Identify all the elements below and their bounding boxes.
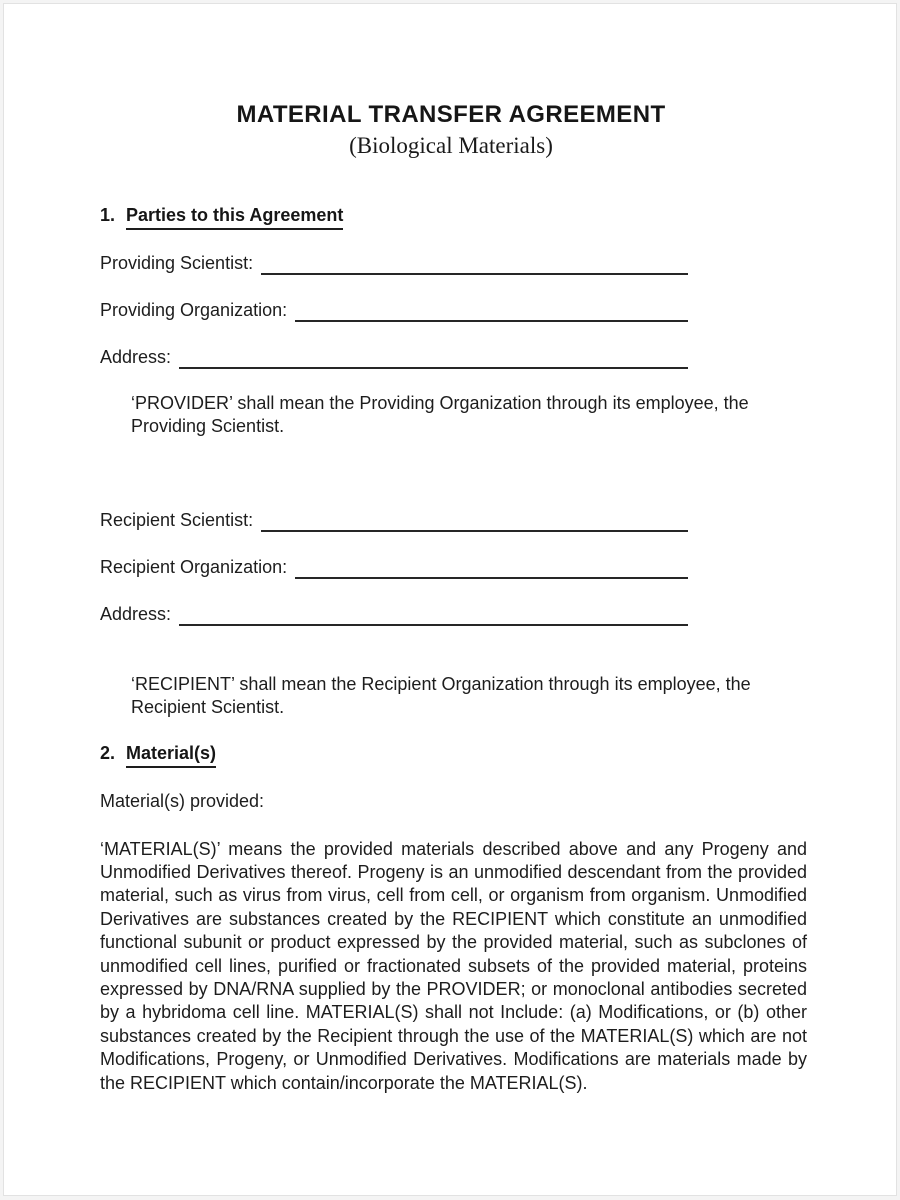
section-materials-title: Material(s) [126,743,216,768]
section-parties-title: Parties to this Agreement [126,205,343,230]
recipient-address-row [100,603,688,626]
providing-organization-row [100,299,688,322]
providing-organization-label: Providing Organization: [100,300,288,320]
recipient-organization-blank-line [295,558,688,579]
providing-scientist-blank-line [261,254,688,275]
materials-definition-paragraph: ‘MATERIAL(S)’ means the provided materials described above and any Progeny and Unmodified Derivatives thereof. Progeny is an unmodified descendant from the provided material, such as virus from virus, cell from cell, or organism from organism. Unmodified Derivatives are substances created by the RECIPIENT which constitute an unmodified functional subunit or product expressed by the provided material, such as subclones of unmodified cell lines, purified or fractionated subsets of the provided material, proteins expressed by DNA/RNA supplied by the PROVIDER; or monoclonal antibodies secreted by a hybridoma cell line. MATERIAL(S) shall not Include: (a) Modifications, or (b) other substances created by the Recipient through the use of the MATERIAL(S) which are not Modifications, Progeny, or Unmodified Derivatives. Modifications are materials made by the RECIPIENT which contain/incorporate the MATERIAL(S). [100,838,807,1093]
section-parties-heading [100,205,802,230]
recipient-definition: ‘RECIPIENT’ shall mean the Recipient Organization through its employee, the Recipient Scientist. [131,673,751,718]
provider-address-blank-line [179,348,688,369]
recipient-address-blank-line [179,605,688,626]
section-materials-number: 2. [100,742,116,763]
recipient-scientist-blank-line [261,511,688,532]
recipient-address-label: Address: [100,603,172,624]
section-parties-number: 1. [100,205,116,225]
providing-organization-blank-line [295,301,688,322]
recipient-organization-row [100,556,688,579]
provider-definition: ‘PROVIDER’ shall mean the Providing Organization through its employee, the Providing Scientist. [131,393,749,437]
provider-address-row [100,346,688,369]
document-subtitle: (Biological Materials) [349,133,553,158]
recipient-scientist-label: Recipient Scientist: [100,509,254,530]
providing-scientist-label: Providing Scientist: [100,253,254,273]
document-title: MATERIAL TRANSFER AGREEMENT [236,101,666,128]
recipient-organization-label: Recipient Organization: [100,556,288,577]
materials-provided-label: Material(s) provided: [100,790,265,811]
provider-address-label: Address: [100,347,172,367]
recipient-scientist-row [100,509,688,532]
providing-scientist-row [100,252,688,275]
section-materials-heading [100,743,802,768]
document-content [4,101,896,1095]
document-page [3,3,897,1196]
